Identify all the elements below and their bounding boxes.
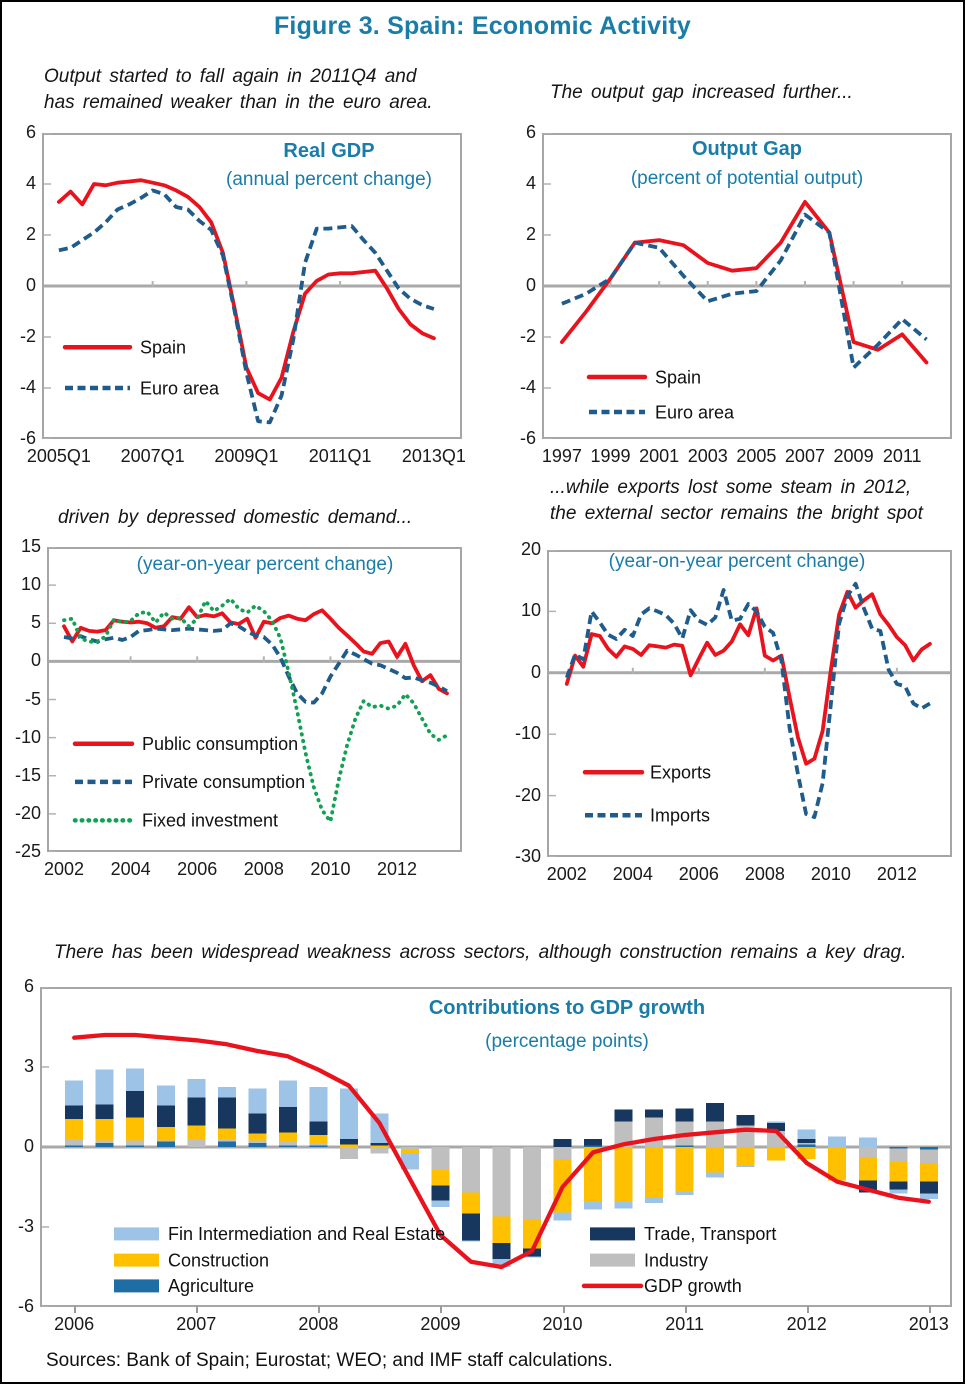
x-axis-label: 2006 (54, 1314, 95, 1334)
bar-segment-trade-transport (370, 1143, 388, 1146)
legend-swatch-industry (590, 1254, 635, 1267)
caption-bottom (54, 940, 934, 966)
bar-segment-construction (248, 1134, 266, 1141)
legend-label: Trade, Transport (644, 1224, 777, 1245)
bar-segment-trade-transport (615, 1110, 633, 1122)
bar-segment-trade-transport (309, 1122, 327, 1135)
y-axis-label: -20 (14, 802, 41, 823)
y-axis-label: -2 (19, 326, 36, 346)
caption-mid-right (550, 475, 960, 527)
bar-segment-fin-intermediation-and-real-estate (615, 1202, 633, 1209)
caption-line: the external sector remains the bright spot (550, 503, 923, 524)
bar-segment-industry (798, 1143, 816, 1144)
legend-swatch-trade-transport (590, 1227, 635, 1240)
x-axis-tick-mark (685, 1306, 687, 1313)
bar-segment-fin-intermediation-and-real-estate (920, 1194, 938, 1199)
x-axis-label: 1997 (541, 446, 582, 466)
chart-title: Output Gap (692, 138, 802, 160)
x-axis-label: 2006 (177, 859, 218, 879)
bar-segment-trade-transport (340, 1139, 358, 1144)
x-axis-label: 2012 (786, 1314, 827, 1334)
bar-segment-industry (859, 1147, 877, 1158)
bar-segment-industry (370, 1147, 388, 1154)
bar-segment-trade-transport (737, 1115, 755, 1126)
bar-segment-agriculture (248, 1143, 266, 1147)
x-axis-label: 2004 (612, 864, 653, 884)
bar-segment-fin-intermediation-and-real-estate (889, 1190, 907, 1194)
y-axis-label: -4 (19, 377, 36, 397)
bar-segment-industry (218, 1139, 236, 1142)
x-axis-label: 2010 (810, 864, 851, 884)
y-axis-label: -6 (19, 428, 36, 448)
bar-segment-fin-intermediation-and-real-estate (218, 1087, 236, 1098)
y-axis-label: 10 (520, 600, 541, 621)
bar-segment-industry (431, 1147, 449, 1170)
bar-segment-fin-intermediation-and-real-estate (554, 1212, 572, 1220)
legend-label: Euro area (140, 378, 220, 399)
y-axis-label: 2 (25, 224, 36, 244)
bar-segment-fin-intermediation-and-real-estate (584, 1202, 602, 1210)
legend-swatch-agriculture (114, 1279, 159, 1292)
bar-segment-agriculture (279, 1146, 297, 1147)
bar-segment-industry (248, 1140, 266, 1143)
bar-segment-construction (737, 1147, 755, 1166)
y-axis-label: -2 (519, 326, 536, 346)
bar-segment-agriculture (920, 1147, 938, 1150)
x-axis-label: 2010 (542, 1314, 583, 1334)
legend-label: Agriculture (168, 1276, 255, 1297)
bar-segment-trade-transport (889, 1182, 907, 1190)
bar-segment-trade-transport (493, 1243, 511, 1259)
bar-segment-trade-transport (676, 1108, 694, 1121)
y-axis-label: 20 (520, 539, 541, 559)
output-gap-plot-area (542, 133, 952, 439)
bar-segment-agriculture (584, 1146, 602, 1147)
legend-label: Euro area (655, 402, 735, 423)
x-axis-tick-mark (318, 1306, 320, 1313)
legend-label: Spain (140, 337, 187, 358)
y-axis-label: 10 (20, 574, 41, 595)
x-axis-label: 2008 (243, 859, 284, 879)
bar-segment-trade-transport (126, 1091, 144, 1118)
y-axis-label: 4 (525, 173, 536, 193)
y-axis-label: -10 (514, 723, 541, 744)
x-axis-label: 1999 (590, 446, 631, 466)
bar-segment-construction (676, 1147, 694, 1191)
gdp-contributions-plot-area (40, 987, 952, 1307)
bar-segment-trade-transport (920, 1182, 938, 1194)
figure-title: Figure 3. Spain: Economic Activity (273, 12, 692, 40)
x-axis-tick-mark (807, 1306, 809, 1313)
x-axis-label: 2013Q1 (401, 446, 466, 466)
bar-segment-trade-transport (798, 1139, 816, 1143)
caption-top-right (550, 80, 950, 106)
chart-subtitle: (percentage points) (485, 1031, 649, 1052)
y-axis-label: 15 (20, 536, 41, 556)
bar-segment-construction (462, 1192, 480, 1213)
bar-segment-industry (554, 1147, 572, 1159)
x-axis-label: 2011 (882, 446, 922, 466)
x-axis-tick-mark (440, 1306, 442, 1313)
x-axis-label: 2007Q1 (120, 446, 185, 466)
bar-segment-fin-intermediation-and-real-estate (126, 1068, 144, 1091)
bar-segment-construction (126, 1118, 144, 1141)
bar-segment-construction (706, 1147, 724, 1172)
y-axis-label: -10 (14, 726, 41, 747)
bar-segment-fin-intermediation-and-real-estate (828, 1136, 846, 1147)
y-axis-label: 6 (23, 976, 34, 996)
bar-segment-industry (187, 1139, 205, 1147)
x-axis-label: 2002 (546, 864, 587, 884)
bar-segment-trade-transport (279, 1107, 297, 1132)
bar-segment-industry (920, 1150, 938, 1163)
bar-segment-industry (309, 1143, 327, 1146)
bar-segment-agriculture (676, 1146, 694, 1147)
bar-segment-fin-intermediation-and-real-estate (96, 1070, 114, 1105)
y-axis-label: -6 (519, 428, 536, 448)
bar-segment-industry (340, 1147, 358, 1159)
real-gdp-plot-area (42, 133, 462, 439)
caption-line: ...while exports lost some steam in 2012, (550, 477, 912, 498)
chart-subtitle: (year-on-year percent change) (608, 551, 866, 572)
x-axis-label: 2002 (43, 859, 84, 879)
x-axis-label: 2012 (876, 864, 917, 884)
bar-segment-construction (65, 1119, 83, 1139)
bar-segment-construction (493, 1216, 511, 1243)
y-axis-label: 0 (25, 275, 36, 295)
bar-segment-trade-transport (96, 1104, 114, 1119)
bar-segment-trade-transport (462, 1214, 480, 1241)
bar-segment-industry (462, 1147, 480, 1192)
bar-segment-trade-transport (218, 1098, 236, 1129)
y-axis-label: -4 (519, 377, 536, 397)
x-axis-label: 2005 (736, 446, 777, 466)
y-axis-label: 0 (525, 275, 536, 295)
bar-segment-industry (65, 1139, 83, 1146)
bar-segment-construction (340, 1144, 358, 1147)
y-axis-label: -30 (514, 846, 541, 866)
x-axis-tick-mark (196, 1306, 198, 1313)
bar-segment-construction (218, 1128, 236, 1139)
y-axis-label: -5 (24, 688, 41, 709)
legend-label: Fixed investment (142, 810, 279, 831)
bar-segment-construction (920, 1163, 938, 1182)
y-axis-label: 3 (23, 1056, 34, 1076)
x-axis-label: 2011 (665, 1314, 704, 1334)
y-axis-label: 0 (30, 650, 41, 671)
y-axis-label: -6 (17, 1296, 34, 1316)
bar-segment-agriculture (798, 1144, 816, 1147)
x-axis-label: 2007 (176, 1314, 217, 1334)
bar-segment-construction (279, 1132, 297, 1141)
x-axis-tick-mark (74, 1306, 76, 1313)
x-axis-label: 2009Q1 (214, 446, 279, 466)
x-axis-label: 2003 (687, 446, 728, 466)
bar-segment-fin-intermediation-and-real-estate (798, 1130, 816, 1139)
bar-segment-fin-intermediation-and-real-estate (248, 1088, 266, 1113)
bar-segment-construction (157, 1127, 175, 1140)
bar-segment-industry (126, 1140, 144, 1145)
bar-segment-fin-intermediation-and-real-estate (157, 1086, 175, 1106)
y-axis-label: -3 (17, 1216, 34, 1236)
chart-subtitle: (percent of potential output) (630, 168, 864, 189)
legend-label: Construction (168, 1250, 270, 1271)
bar-segment-fin-intermediation-and-real-estate (645, 1198, 663, 1203)
bar-segment-agriculture (218, 1142, 236, 1147)
y-axis-label: 6 (25, 122, 36, 142)
bar-segment-trade-transport (65, 1106, 83, 1119)
bar-segment-fin-intermediation-and-real-estate (676, 1191, 694, 1195)
bar-segment-construction (859, 1158, 877, 1181)
x-axis-tick-mark (929, 1306, 931, 1313)
chart-domestic-demand (47, 547, 462, 852)
bar-segment-fin-intermediation-and-real-estate (279, 1080, 297, 1107)
x-axis-label: 2006 (678, 864, 719, 884)
bar-segment-fin-intermediation-and-real-estate (706, 1172, 724, 1177)
bar-segment-construction (370, 1146, 388, 1147)
bar-segment-fin-intermediation-and-real-estate (462, 1240, 480, 1241)
bar-segment-trade-transport (706, 1103, 724, 1122)
bar-segment-agriculture (309, 1146, 327, 1147)
legend-label: Industry (644, 1250, 709, 1271)
bar-segment-fin-intermediation-and-real-estate (309, 1087, 327, 1122)
bar-segment-trade-transport (584, 1139, 602, 1146)
caption-line: has remained weaker than in the euro area. (44, 92, 433, 113)
external-sector-plot-area (547, 550, 952, 857)
bar-segment-trade-transport (645, 1110, 663, 1118)
chart-subtitle: (annual percent change) (226, 169, 432, 190)
bar-segment-industry (523, 1147, 541, 1219)
chart-subtitle: (year-on-year percent change) (136, 554, 394, 575)
bar-segment-industry (493, 1147, 511, 1216)
caption-top-left (44, 64, 474, 116)
bar-segment-industry (96, 1140, 114, 1143)
y-axis-label: -15 (14, 764, 41, 785)
bar-segment-construction (767, 1147, 785, 1160)
bar-segment-industry (157, 1140, 175, 1141)
legend-label: Spain (655, 367, 702, 388)
chart-real-gdp (42, 133, 462, 439)
bar-segment-construction (431, 1170, 449, 1186)
chart-title: Contributions to GDP growth (428, 997, 706, 1019)
bar-segment-trade-transport (157, 1106, 175, 1127)
bar-segment-industry (889, 1148, 907, 1161)
bar-segment-industry (401, 1147, 419, 1150)
x-axis-label: 2009 (833, 446, 874, 466)
bar-segment-trade-transport (554, 1139, 572, 1147)
bar-segment-fin-intermediation-and-real-estate (737, 1166, 755, 1167)
plot-border (48, 548, 461, 851)
chart-gdp-contributions (40, 987, 952, 1307)
bar-segment-construction (401, 1150, 419, 1154)
x-axis-label: 2011Q1 (308, 446, 372, 466)
x-axis-label: 2008 (744, 864, 785, 884)
y-axis-label: 4 (25, 173, 36, 193)
bar-segment-construction (889, 1162, 907, 1182)
bar-segment-industry (279, 1142, 297, 1146)
chart-title: Real GDP (283, 140, 375, 162)
x-axis-tick-mark (563, 1306, 565, 1313)
legend-label: Public consumption (142, 734, 299, 755)
caption-line: There has been widespread weakness across sectors, although construction remains a key drag. (54, 942, 907, 963)
domestic-demand-plot-area (47, 547, 462, 852)
legend-label: GDP growth (644, 1276, 742, 1297)
legend-label: Exports (650, 762, 712, 783)
bar-segment-agriculture (157, 1142, 175, 1147)
bar-segment-fin-intermediation-and-real-estate (859, 1138, 877, 1147)
y-axis-label: -20 (514, 784, 541, 805)
x-axis-label: 2010 (310, 859, 351, 879)
legend-swatch-fin-intermediation-and-real-estate (114, 1227, 159, 1240)
bar-segment-agriculture (889, 1147, 907, 1148)
x-axis-label: 2009 (420, 1314, 461, 1334)
bar-segment-trade-transport (187, 1098, 205, 1126)
caption-line: Output started to fall again in 2011Q4 and (44, 66, 417, 87)
x-axis-label: 2004 (110, 859, 151, 879)
bar-segment-agriculture (126, 1146, 144, 1147)
x-axis-label: 2008 (298, 1314, 339, 1334)
y-axis-label: 6 (525, 122, 536, 142)
sources-note: Sources: Bank of Spain; Eurostat; WEO; and IMF staff calculations. (46, 1350, 613, 1371)
bar-segment-trade-transport (248, 1114, 266, 1134)
bar-segment-construction (615, 1147, 633, 1202)
x-axis-label: 2012 (377, 859, 418, 879)
legend-swatch-construction (114, 1254, 159, 1267)
legend-label: Imports (650, 805, 711, 826)
bar-segment-agriculture (65, 1146, 83, 1147)
y-axis-label: 2 (525, 224, 536, 244)
bar-segment-construction (645, 1147, 663, 1198)
bar-segment-industry (645, 1118, 663, 1147)
y-axis-label: 5 (30, 612, 41, 633)
bar-segment-fin-intermediation-and-real-estate (187, 1079, 205, 1098)
x-axis-label: 2007 (784, 446, 825, 466)
y-axis-label: 0 (530, 661, 541, 682)
x-axis-label: 2005Q1 (26, 446, 91, 466)
y-axis-label: -25 (14, 841, 41, 861)
chart-output-gap (542, 133, 952, 439)
bar-segment-construction (828, 1147, 846, 1180)
caption-line: The output gap increased further... (550, 82, 853, 103)
legend-label: Private consumption (142, 772, 306, 793)
bar-segment-fin-intermediation-and-real-estate (767, 1122, 785, 1123)
bar-segment-fin-intermediation-and-real-estate (431, 1200, 449, 1207)
bar-segment-construction (187, 1126, 205, 1139)
bar-segment-trade-transport (431, 1186, 449, 1201)
x-axis-label: 2001 (639, 446, 680, 466)
plot-border (548, 551, 951, 856)
x-axis-label: 2013 (908, 1314, 949, 1334)
legend-label: Fin Intermediation and Real Estate (168, 1224, 446, 1245)
bar-segment-construction (309, 1135, 327, 1143)
y-axis-label: 0 (23, 1136, 34, 1156)
chart-external-sector (547, 550, 952, 857)
bar-segment-agriculture (96, 1143, 114, 1147)
caption-line: driven by depressed domestic demand... (58, 507, 413, 528)
caption-mid-left (58, 505, 458, 531)
bar-segment-construction (96, 1119, 114, 1140)
bar-segment-fin-intermediation-and-real-estate (65, 1080, 83, 1105)
